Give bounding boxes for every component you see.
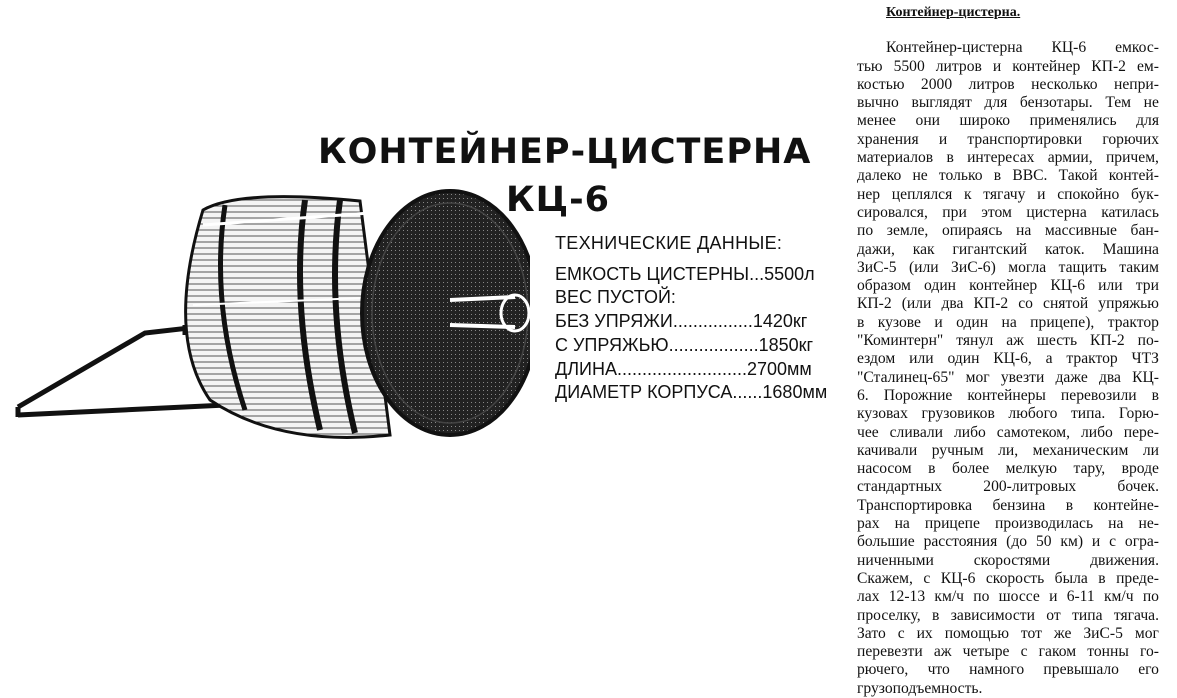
article-line: ниченными скоростями движения. bbox=[857, 551, 1159, 569]
article-line: дажи, как гигантский каток. Машина bbox=[857, 240, 1159, 258]
tank-illustration bbox=[10, 185, 530, 475]
article-line: рючего, что намного превышало его bbox=[857, 661, 1159, 679]
spec-row: БЕЗ УПРЯЖИ................1420кг bbox=[555, 311, 808, 332]
article-line: кузовах грузовиков любого типа. Горю- bbox=[857, 405, 1159, 423]
article-line: качивали ручным ли, механическим ли bbox=[857, 441, 1159, 459]
article-line: КП-2 (или два КП-2 со снятой упряжью bbox=[857, 295, 1159, 313]
article-line: материалов в интересах армии, причем, bbox=[857, 149, 1159, 167]
article-line: костью 2000 литров несколько непри- bbox=[857, 75, 1159, 93]
article-line: Зато с их помощью тот же ЗиС-5 мог bbox=[857, 624, 1159, 642]
article-line: ездом или один КЦ-6, а трактор ЧТЗ bbox=[857, 350, 1159, 368]
technical-data-header: ТЕХНИЧЕСКИЕ ДАННЫЕ: bbox=[555, 233, 783, 253]
article-line: чее сливали либо самотеком, либо пере- bbox=[857, 423, 1159, 441]
spec-row: ДЛИНА..........................2700мм bbox=[555, 358, 812, 379]
article-line: стандартных 200-литровых бочек. bbox=[857, 478, 1159, 496]
spec-row: ВЕС ПУСТОЙ: bbox=[555, 287, 676, 308]
article-line: тью 5500 литров и контейнер КП-2 ем- bbox=[857, 57, 1159, 75]
article-line: сировался, при этом цистерна катилась bbox=[857, 203, 1159, 221]
article-heading: Контейнер-цистерна. bbox=[886, 5, 1021, 20]
article-line: 6. Порожние контейнеры перевозили в bbox=[857, 386, 1159, 404]
article-line: "Сталинец-65" мог увезти даже два КЦ- bbox=[857, 368, 1159, 386]
article bbox=[857, 4, 1159, 698]
article-line: насосом в более мелкую тару, вроде bbox=[857, 460, 1159, 478]
article-line: большие расстояния (до 50 км) и с огра- bbox=[857, 533, 1159, 551]
article-line: Скажем, с КЦ-6 скорость была в преде- bbox=[857, 569, 1159, 587]
article-line: Контейнер-цистерна КЦ-6 емкос- bbox=[886, 39, 1159, 57]
article-line: ЗиС-5 (или ЗиС-6) могла тащить таким bbox=[857, 258, 1159, 276]
spec-row: ЕМКОСТЬ ЦИСТЕРНЫ...5500л bbox=[555, 263, 815, 284]
article-line: перевезти аж четыре с гаком тонны го- bbox=[857, 643, 1159, 661]
article-line: хранения и транспортировки горючих bbox=[857, 130, 1159, 148]
article-line: в кузове и один на прицепе), трактор bbox=[857, 313, 1159, 331]
article-line: "Коминтерн" тянул аж шесть КП-2 по- bbox=[857, 332, 1159, 350]
article-line: проселку, в зависимости от типа тягача. bbox=[857, 606, 1159, 624]
article-line: рах на прицепе производилась на не- bbox=[857, 515, 1159, 533]
article-body bbox=[857, 39, 1159, 698]
article-line: менее они широко применялись для bbox=[857, 112, 1159, 130]
technical-data bbox=[555, 232, 845, 405]
article-line: вычно выглядят для бензотары. Тем не bbox=[857, 94, 1159, 112]
tank-end-cap bbox=[362, 191, 530, 435]
article-line: образом один контейнер КЦ-6 или три bbox=[857, 277, 1159, 295]
article-line: далеко не только в ВВС. Такой контей- bbox=[857, 167, 1159, 185]
article-line: лах 12-13 км/ч по шоссе и 6-11 км/ч по bbox=[857, 588, 1159, 606]
article-line: по земле, опираясь на массивные бан- bbox=[857, 222, 1159, 240]
title-line-1: КОНТЕЙНЕР-ЦИСТЕРНА bbox=[318, 132, 812, 172]
article-line: Транспортировка бензина в контейне- bbox=[857, 496, 1159, 514]
spec-row: ДИАМЕТР КОРПУСА......1680мм bbox=[555, 382, 828, 403]
spec-row: С УПРЯЖЬЮ..................1850кг bbox=[555, 334, 814, 355]
article-line: грузоподъемность. bbox=[857, 679, 983, 697]
article-line: нер цеплялся к тягачу и спокойно бук- bbox=[857, 185, 1159, 203]
title-line-2: КЦ-6 bbox=[506, 180, 610, 220]
tank-body bbox=[186, 197, 390, 438]
